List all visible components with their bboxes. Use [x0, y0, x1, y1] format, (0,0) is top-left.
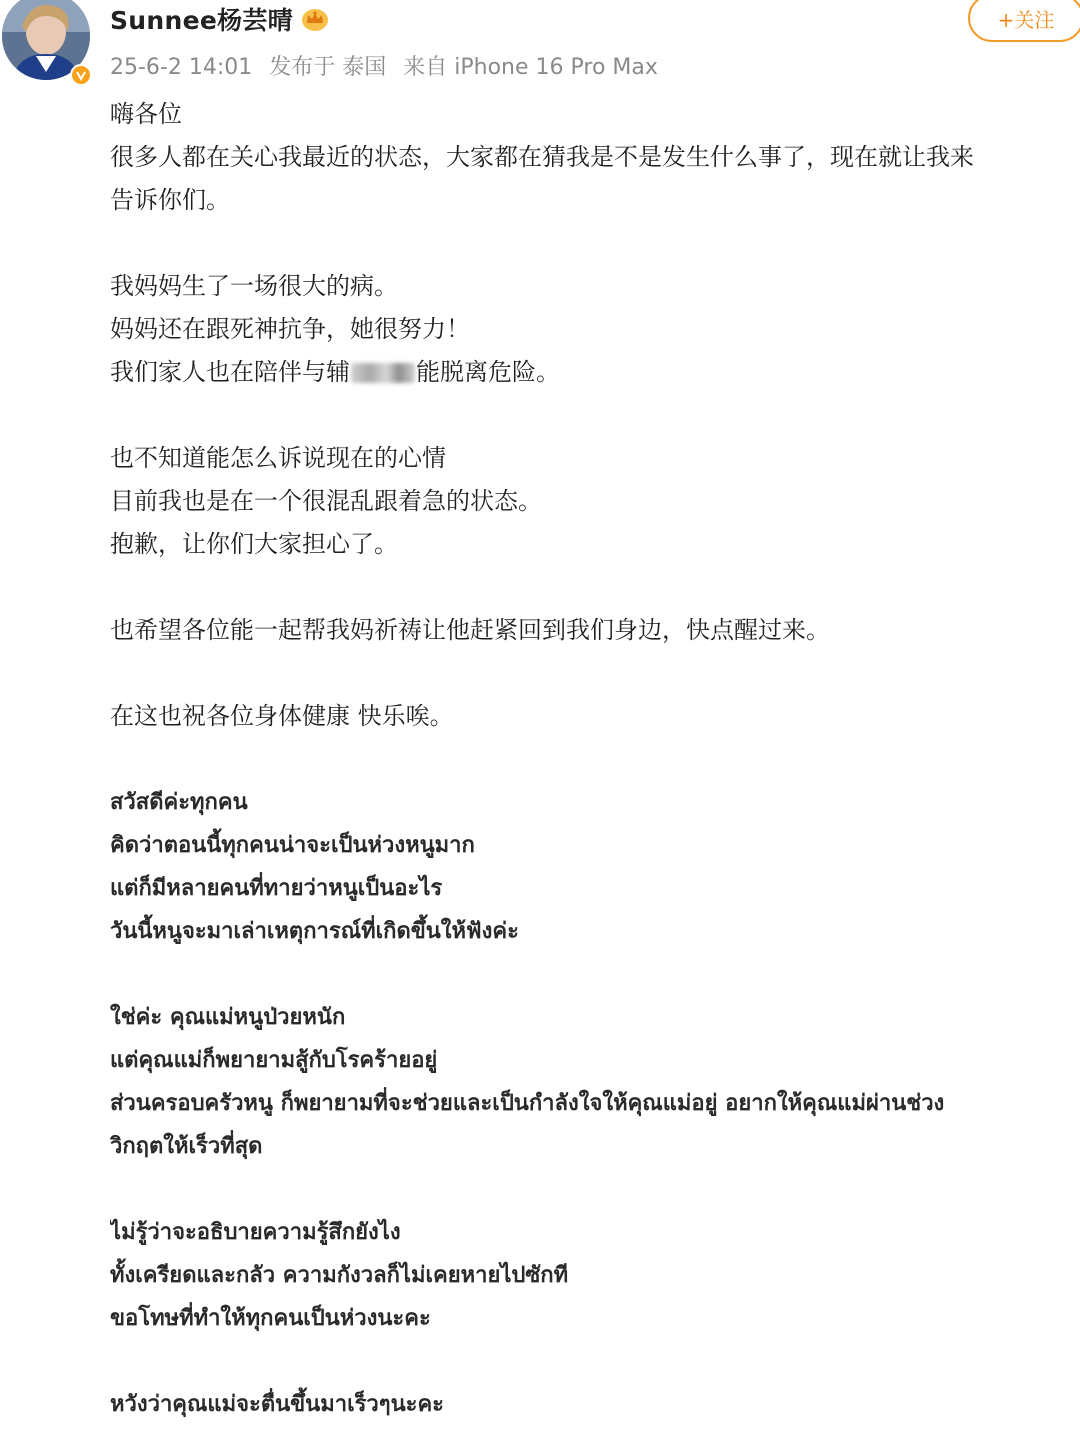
th-paragraph-2-line-1: ใช่ค่ะ คุณแม่หนูป่วยหนัก: [110, 1005, 346, 1030]
author-name-row[interactable]: [110, 2, 329, 36]
blurred-text-redaction: [351, 363, 415, 383]
th-paragraph-1-line-4: วันนี้หนูจะมาเล่าเหตุการณ์ที่เกิดขึ้นให้ฟังค่ะ: [110, 919, 519, 944]
paragraph-gap: [110, 953, 1080, 996]
cn-paragraph-1-line-1: 很多人都在关心我最近的状态，大家都在猜我是不是发生什么事了，现在就让我来: [110, 143, 974, 171]
cn-paragraph-2-line-2: 妈妈还在跟死神抗争，她很努力！: [110, 315, 470, 343]
th-paragraph-3-line-3: ขอโทษที่ทำให้ทุกคนเป็นห่วงนะคะ: [110, 1306, 431, 1331]
th-paragraph-3-line-2: ทั้งเครียดและกลัว ความกังวลก็ไม่เคยหายไปซักที: [110, 1263, 569, 1288]
post-meta: [110, 50, 668, 81]
author-name[interactable]: Sunnee杨芸晴: [110, 6, 294, 35]
post-location: 发布于 泰国: [269, 55, 387, 80]
paragraph-gap: [110, 394, 1080, 437]
cn-paragraph-2-line-1: 我妈妈生了一场很大的病。: [110, 272, 398, 300]
paragraph-gap: [110, 222, 1080, 265]
th-paragraph-3-line-1: ไม่รู้ว่าจะอธิบายความรู้สึกยังไง: [110, 1220, 401, 1245]
paragraph-gap: [110, 1340, 1080, 1383]
cn-paragraph-3-line-3: 抱歉，让你们大家担心了。: [110, 530, 398, 558]
post-device: 来自 iPhone 16 Pro Max: [403, 55, 658, 80]
verified-badge-icon: [70, 64, 92, 86]
follow-button[interactable]: +关注: [968, 0, 1080, 42]
cn-paragraph-2-line-3: [110, 351, 1080, 394]
th-paragraph-1-line-2: คิดว่าตอนนี้ทุกคนน่าจะเป็นห่วงหนูมาก: [110, 833, 475, 858]
crown-icon: [301, 7, 329, 31]
th-paragraph-2-line-4: วิกฤตให้เร็วที่สุด: [110, 1134, 263, 1159]
cn-paragraph-2-line-3-end: 能脱离危险。: [416, 358, 560, 386]
paragraph-gap: [110, 652, 1080, 695]
cn-greeting: 嗨各位: [110, 100, 182, 128]
cn-paragraph-3-line-1: 也不知道能怎么诉说现在的心情: [110, 444, 446, 472]
paragraph-gap: [110, 1168, 1080, 1211]
post-body: [110, 93, 1080, 1426]
th-paragraph-1-line-3: แต่ก็มีหลายคนที่ทายว่าหนูเป็นอะไร: [110, 876, 443, 901]
post-date: 25-6-2 14:01: [110, 55, 253, 80]
cn-paragraph-3-line-2: 目前我也是在一个很混乱跟着急的状态。: [110, 487, 542, 515]
paragraph-gap: [110, 738, 1080, 781]
th-paragraph-2-line-2: แต่คุณแม่ก็พยายามสู้กับโรคร้ายอยู่: [110, 1048, 438, 1073]
cn-paragraph-4-line-1: 也希望各位能一起帮我妈祈祷让他赶紧回到我们身边，快点醒过来。: [110, 616, 830, 644]
th-paragraph-1-line-1: สวัสดีค่ะทุกคน: [110, 790, 248, 815]
cn-paragraph-1-line-2: 告诉你们。: [110, 186, 230, 214]
paragraph-gap: [110, 566, 1080, 609]
th-paragraph-4-line-1: หวังว่าคุณแม่จะตื่นขึ้นมาเร็วๆนะคะ: [110, 1392, 444, 1417]
cn-paragraph-2-line-3-start: 我们家人也在陪伴与辅: [110, 358, 350, 386]
th-paragraph-2-line-3: ส่วนครอบครัวหนู ก็พยายามที่จะช่วยและเป็นกำลังใจให้คุณแม่อยู่ อยากให้คุณแม่ผ่านช่วง: [110, 1091, 945, 1116]
cn-paragraph-5-line-1: 在这也祝各位身体健康 快乐唉。: [110, 702, 454, 730]
